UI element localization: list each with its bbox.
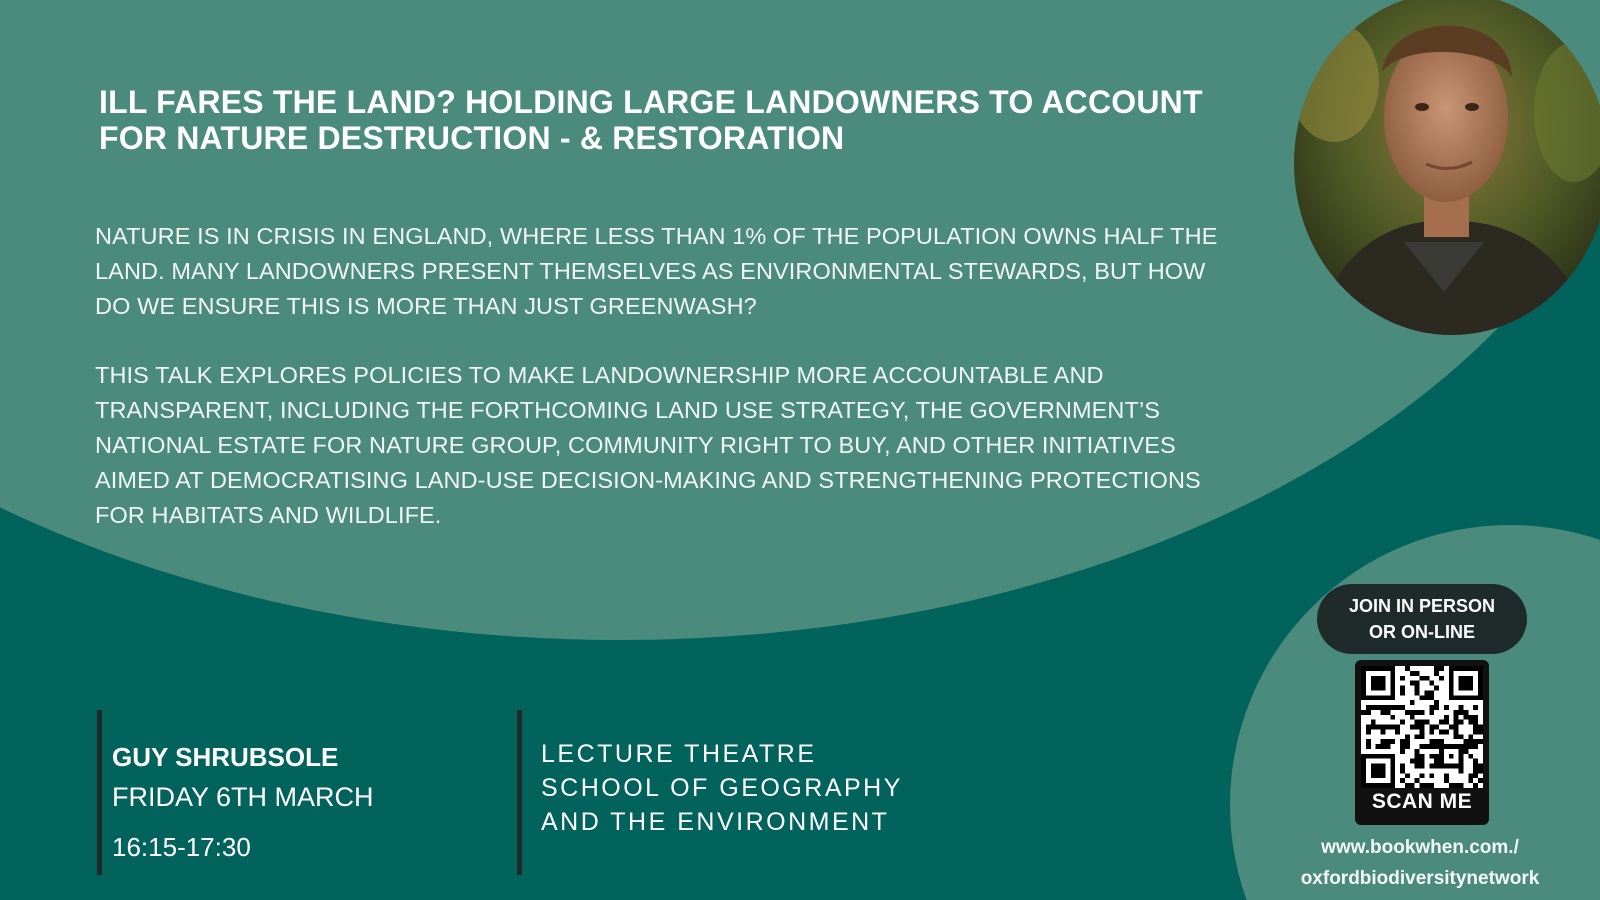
paragraph-line: NATURE IS IN CRISIS IN ENGLAND, WHERE LESS THAN 1% OF THE POPULATION OWNS HALF THE [95,223,1218,249]
event-time: 16:15-17:30 [112,832,251,862]
event-venue [541,737,903,839]
venue-line: LECTURE THEATRE [541,740,817,768]
poster-title [99,84,1289,156]
paragraph-line: TRANSPARENT, INCLUDING THE FORTHCOMING LAND USE STRATEGY, THE GOVERNMENT’S [95,397,1161,423]
venue-line: AND THE ENVIRONMENT [541,808,890,836]
description-paragraph-2 [95,358,1295,533]
join-line: JOIN IN PERSON [1348,596,1496,616]
paragraph-line: FOR HABITATS AND WILDLIFE. [95,502,442,528]
divider-bar-middle [517,710,522,875]
event-date: FRIDAY 6TH MARCH [112,782,374,812]
title-line: ILL FARES THE LAND? HOLDING LARGE LANDOWNERS TO ACCOUNT [99,84,1203,120]
speaker-name: GUY SHRUBSOLE [112,742,339,772]
paragraph-line: DO WE ENSURE THIS IS MORE THAN JUST GREENWASH? [95,293,757,319]
paragraph-line: AIMED AT DEMOCRATISING LAND-USE DECISION-MAKING AND STRENGTHENING PROTECTIONS [95,467,1201,493]
url-line: www.bookwhen.com./ [1321,837,1519,858]
paragraph-line: THIS TALK EXPLORES POLICIES TO MAKE LANDOWNERSHIP MORE ACCOUNTABLE AND [95,362,1104,388]
qr-scan-label: SCAN ME [1371,790,1473,813]
qr-code-card[interactable] [1355,660,1489,825]
paragraph-line: LAND. MANY LANDOWNERS PRESENT THEMSELVES AS ENVIRONMENTAL STEWARDS, BUT HOW [95,258,1206,284]
speaker-photo [1294,0,1600,335]
title-line: FOR NATURE DESTRUCTION - & RESTORATION [99,120,845,156]
url-line: oxfordbiodiversitynetwork [1300,868,1540,889]
booking-url [1270,832,1570,894]
join-line: OR ON-LINE [1369,622,1475,642]
qr-code-pattern [1361,666,1483,788]
join-badge [1317,584,1527,654]
qr-code-icon[interactable] [1361,666,1483,788]
venue-line: SCHOOL OF GEOGRAPHY [541,774,903,802]
divider-bar-left [97,710,102,875]
description-paragraph-1 [95,219,1295,324]
paragraph-line: NATIONAL ESTATE FOR NATURE GROUP, COMMUNITY RIGHT TO BUY, AND OTHER INITIATIVES [95,432,1176,458]
speaker-portrait-image [1294,0,1600,335]
